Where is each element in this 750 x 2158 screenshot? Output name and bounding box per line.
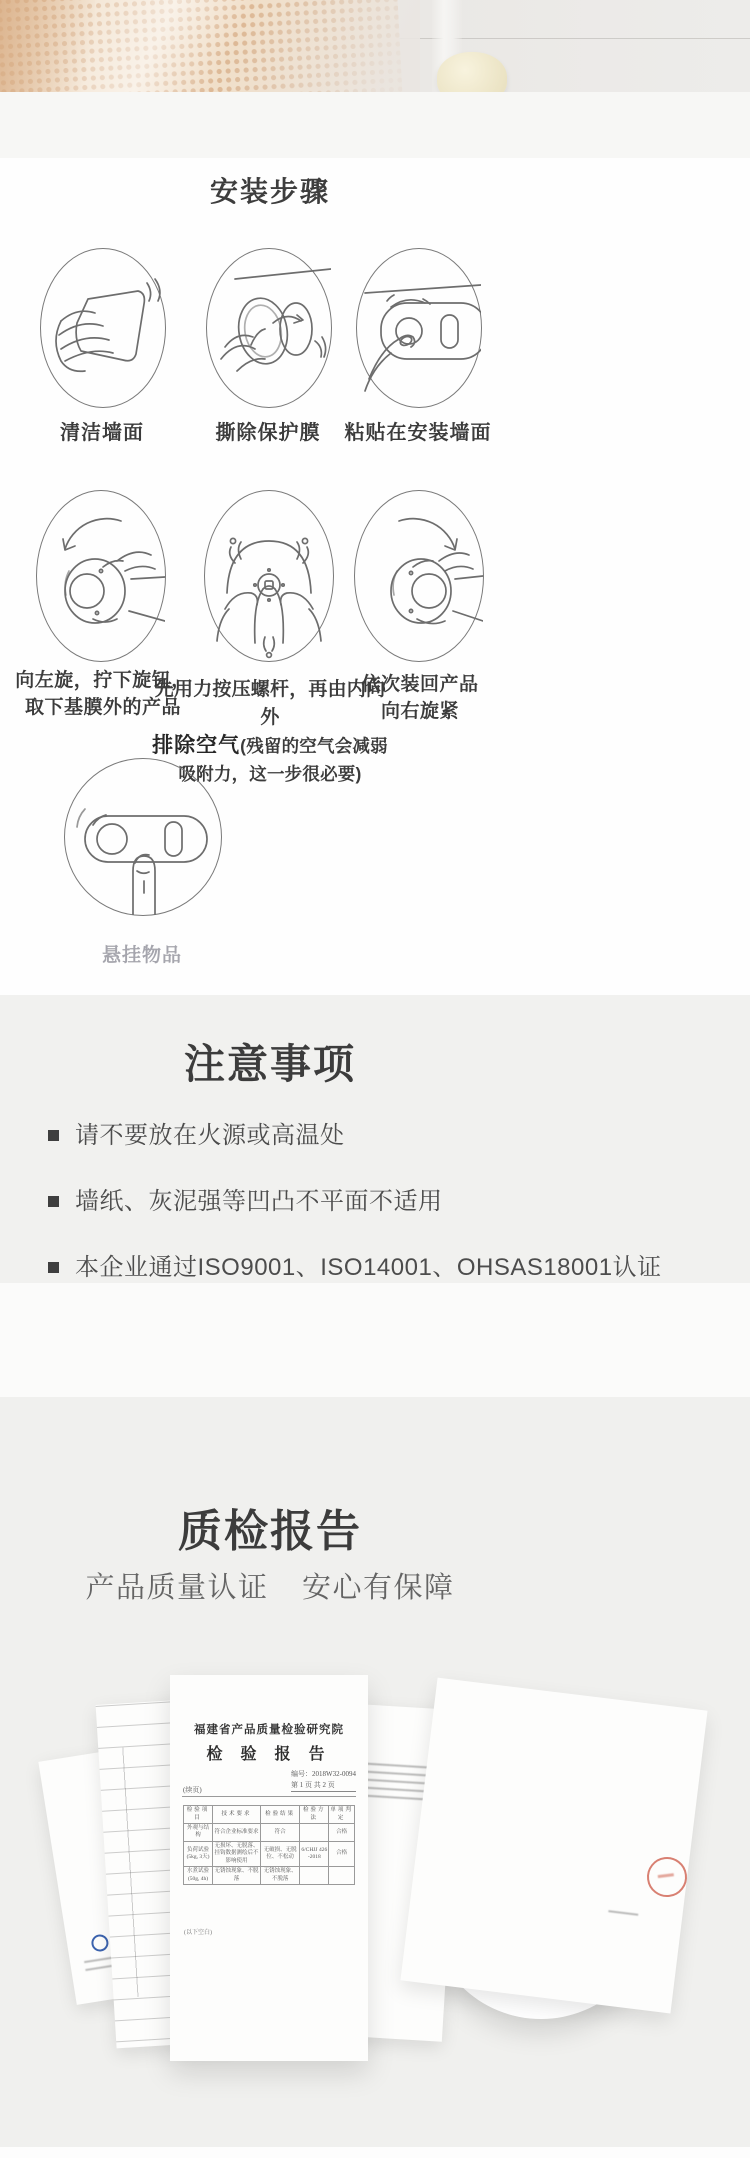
report-blank-note: (以下空白) [184, 1930, 212, 1936]
notice-list [48, 1119, 662, 1317]
step5-caption: 先用力按压螺杆，再由内向外 排除空气(残留的空气会减弱 吸附力，这一步很必要) [152, 679, 388, 784]
inspection-report-paper [170, 1675, 368, 2061]
report-title: 检 验 报 告 [206, 1746, 332, 1763]
fine-print-marks [608, 1910, 639, 1922]
notice-title: 注意事项 [184, 1041, 356, 1087]
report-collage [0, 1665, 750, 2065]
step3-stick-wall-illustration [356, 248, 482, 408]
qc-report-section [0, 1397, 750, 2147]
step1-caption: 清洁墙面 [60, 422, 144, 444]
report-meta: 编号：2018W32-0094 第 1 页 共 2 页 [291, 1769, 356, 1792]
step5-press-air-illustration [204, 490, 334, 662]
report-institute-name: 福建省产品质量检验研究院 [194, 1724, 344, 1736]
bottom-white-strip [0, 2147, 750, 2158]
notice-section [0, 995, 750, 1283]
qc-subtitle: 产品质量认证 安心有保障 [85, 1572, 455, 1604]
red-seal-stamp-icon [645, 1855, 690, 1900]
paper-right-cover [400, 1678, 707, 2014]
step6-caption: 依次装回产品 向右旋紧 [361, 674, 479, 722]
step7-caption: 悬挂物品 [101, 945, 182, 966]
step6-rotate-right-illustration [354, 490, 484, 662]
square-bullet-icon [48, 1196, 59, 1207]
notice-item: 墙纸、灰泥强等凹凸不平面不适用 [48, 1185, 662, 1218]
step4-rotate-left-illustration [36, 490, 166, 662]
towel-shadow-edge [0, 0, 95, 92]
hanging-towel [437, 52, 507, 92]
light-gray-band [0, 92, 750, 158]
qc-title: 质检报告 [178, 1507, 362, 1556]
step2-peel-film-illustration [206, 248, 332, 408]
step3-caption: 粘贴在安装墙面 [344, 422, 492, 444]
report-continuation-tag: (续页) [183, 1786, 202, 1794]
square-bullet-icon [48, 1262, 59, 1273]
install-steps-section [0, 158, 750, 995]
report-divider [182, 1796, 356, 1797]
step7-hang-items-illustration [64, 758, 222, 916]
square-bullet-icon [48, 1130, 59, 1141]
report-table: 检验项目 技术要求 检验结果 检验方法 单项判定 外观与结构 符合企业标准要求 符合 合格 负荷试验 (5kg, 3天) 无损坏、无脱落、挂钩数据测绘后不影响使用 无破损、无脱位、不松动 6/CHJJ 426-2018 合格 水煮试验 (50g, 4h) 无锈蚀现象、不脱落 无锈蚀现象、不脱落 [183, 1805, 355, 1885]
install-title: 安装步骤 [209, 176, 330, 207]
institute-logo-icon [90, 1933, 109, 1952]
step1-clean-wall-illustration [40, 248, 166, 408]
step4-caption: 向左旋，拧下旋钮， 取下基膜外的产品 [15, 670, 191, 718]
notice-item: 请不要放在火源或高温处 [48, 1119, 662, 1152]
hero-photo-fragment [0, 0, 750, 92]
step2-caption: 撕除保护膜 [215, 422, 321, 444]
notice-item: 本企业通过ISO9001、ISO14001、OHSAS18001认证 [48, 1251, 662, 1284]
